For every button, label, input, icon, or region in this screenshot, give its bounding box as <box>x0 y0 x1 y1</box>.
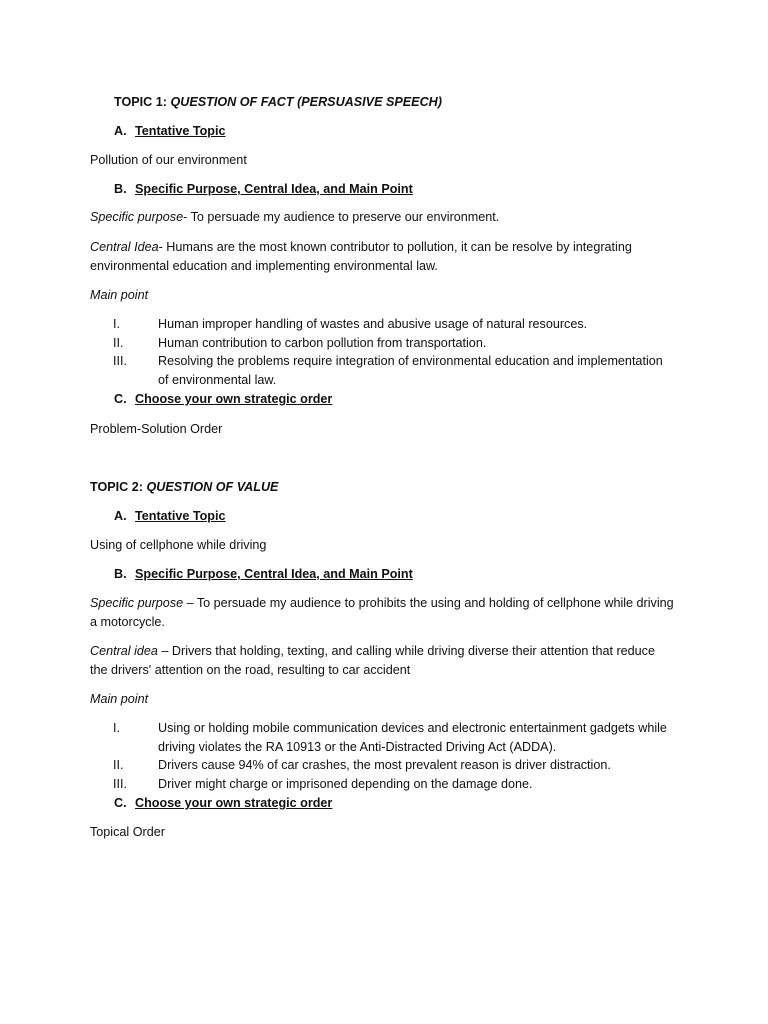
list-item <box>0 315 768 334</box>
list-item-text: Resolving the problems require integration of environmental education and implementation <box>158 354 663 368</box>
topic2-specific-purpose <box>90 594 690 613</box>
list-item-number: II. <box>113 758 124 772</box>
list-item-number: I. <box>113 721 120 735</box>
topic1-heading <box>114 93 714 112</box>
list-item <box>0 775 768 794</box>
specific-purpose-label: Specific purpose <box>90 210 184 224</box>
section-letter: B. <box>114 182 127 196</box>
central-idea-line1: – Drivers that holding, texting, and calling while driving diverse their attention that reduce <box>157 644 655 658</box>
list-item-text: Human improper handling of wastes and abusive usage of natural resources. <box>158 317 588 331</box>
topic1-central-idea-line2: environmental education and implementing environmental law. <box>90 259 438 273</box>
specific-purpose-line1: – To persuade my audience to prohibits the using and holding of cellphone while driving <box>183 596 674 610</box>
list-item-text-continued: of environmental law. <box>158 373 277 387</box>
topic1-main-point-label: Main point <box>90 288 149 302</box>
topic1-strategic-order: Problem-Solution Order <box>90 422 223 436</box>
topic2-section-b <box>114 565 714 584</box>
topic1-central-idea <box>90 238 690 257</box>
topic2-strategic-order: Topical Order <box>90 825 165 839</box>
topic1-title: QUESTION OF FACT (PERSUASIVE SPEECH) <box>170 95 442 109</box>
list-item <box>0 334 768 353</box>
list-item <box>0 756 768 775</box>
specific-purpose-text: - To persuade my audience to preserve our environment. <box>183 210 500 224</box>
section-heading: Specific Purpose, Central Idea, and Main Point <box>135 182 413 196</box>
list-item-number: III. <box>113 354 127 368</box>
list-item <box>0 719 768 757</box>
section-heading: Tentative Topic <box>135 509 226 523</box>
topic1-section-b <box>114 180 714 199</box>
topic2-specific-purpose-line2: a motorcycle. <box>90 615 165 629</box>
section-heading: Specific Purpose, Central Idea, and Main Point <box>135 567 413 581</box>
central-idea-label: Central Idea <box>90 240 159 254</box>
section-letter: A. <box>114 124 127 138</box>
section-heading: Tentative Topic <box>135 124 226 138</box>
topic2-label: TOPIC 2: <box>90 480 147 494</box>
topic2-main-point-label: Main point <box>90 692 149 706</box>
topic2-tentative-topic: Using of cellphone while driving <box>90 538 267 552</box>
central-idea-line1: - Humans are the most known contributor to pollution, it can be resolve by integrating <box>158 240 632 254</box>
section-letter: B. <box>114 567 127 581</box>
list-item-text: Driver might charge or imprisoned depending on the damage done. <box>158 777 533 791</box>
topic2-title: QUESTION OF VALUE <box>146 480 279 494</box>
topic2-section-a <box>114 507 714 526</box>
section-letter: C. <box>114 392 127 406</box>
topic2-heading <box>90 478 690 497</box>
topic1-specific-purpose <box>90 208 690 227</box>
central-idea-label: Central idea <box>90 644 158 658</box>
list-item-text: Human contribution to carbon pollution from transportation. <box>158 336 487 350</box>
topic1-section-c <box>114 390 714 409</box>
topic1-tentative-topic: Pollution of our environment <box>90 153 247 167</box>
topic2-central-idea-line2: the drivers' attention on the road, resulting to car accident <box>90 663 411 677</box>
list-item-number: III. <box>113 777 127 791</box>
topic1-label: TOPIC 1: <box>114 95 171 109</box>
section-heading: Choose your own strategic order <box>135 392 333 406</box>
topic1-section-a <box>114 122 714 141</box>
list-item-number: I. <box>113 317 120 331</box>
specific-purpose-label: Specific purpose <box>90 596 184 610</box>
section-heading: Choose your own strategic order <box>135 796 333 810</box>
list-item-text: Using or holding mobile communication devices and electronic entertainment gadgets while <box>158 721 667 735</box>
section-letter: C. <box>114 796 127 810</box>
list-item-text-continued: driving violates the RA 10913 or the Anti-Distracted Driving Act (ADDA). <box>158 740 557 754</box>
list-item-number: II. <box>113 336 124 350</box>
topic2-central-idea <box>90 642 690 661</box>
topic2-section-c <box>114 794 714 813</box>
list-item <box>0 352 768 390</box>
list-item-text: Drivers cause 94% of car crashes, the most prevalent reason is driver distraction. <box>158 758 611 772</box>
section-letter: A. <box>114 509 127 523</box>
